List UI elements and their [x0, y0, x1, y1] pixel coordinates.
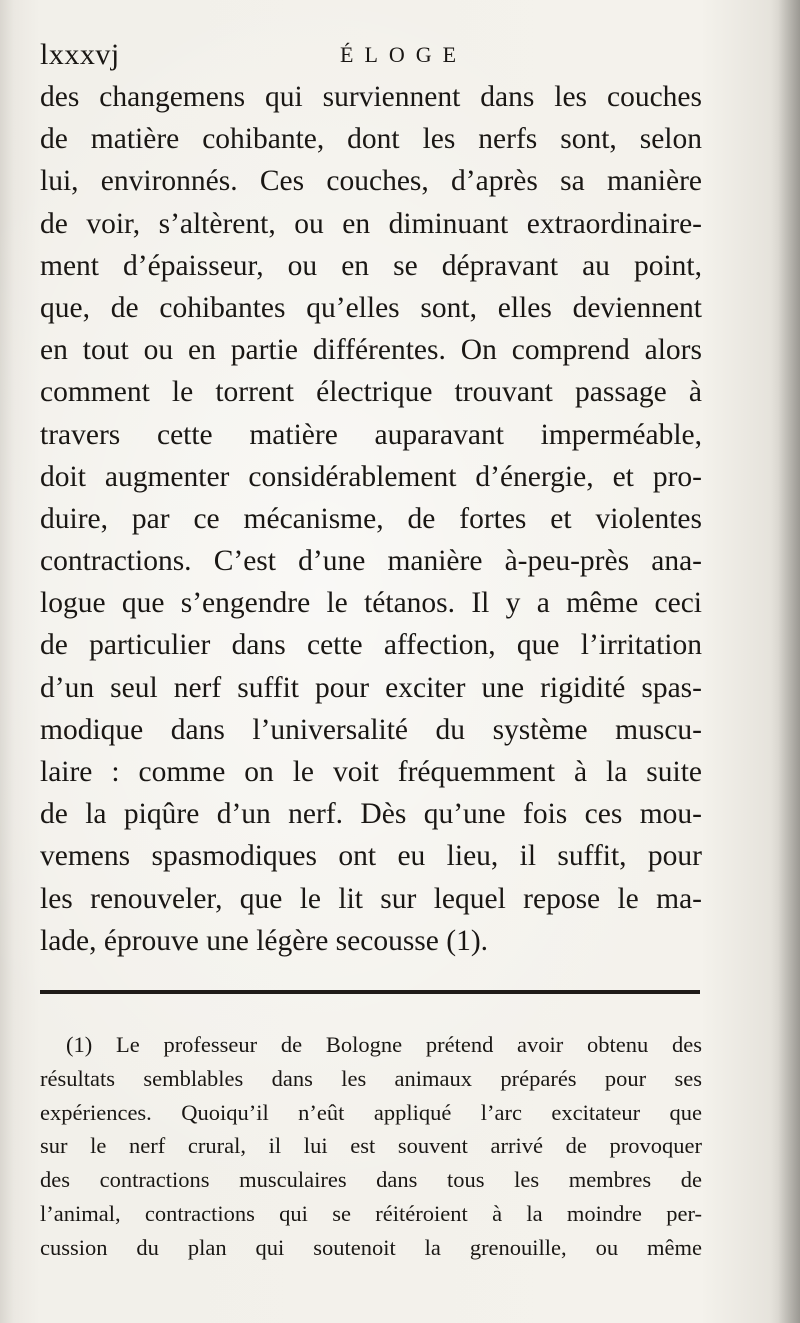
text-line: de voir, s’altèrent, ou en diminuant extraordinaire- [40, 207, 702, 240]
page-number: lxxxvj [40, 38, 120, 71]
text-line: les renouveler, que le lit sur lequel repose le ma- [40, 882, 702, 915]
footnote-divider [40, 990, 700, 994]
text-line: duire, par ce mécanisme, de fortes et violentes [40, 502, 702, 535]
footnote-line: (1) Le professeur de Bologne prétend avoir obtenu des [66, 1032, 702, 1057]
text-line: lui, environnés. Ces couches, d’après sa manière [40, 165, 702, 198]
footnote-line: sur le nerf crural, il lui est souvent arrivé de provoquer [40, 1133, 702, 1159]
main-text [40, 76, 702, 962]
text-line: contractions. C’est d’une manière à-peu-près ana- [40, 545, 702, 578]
text-line: de la piqûre d’un nerf. Dès qu’une fois ces mou- [40, 798, 702, 831]
text-line: de matière cohibante, dont les nerfs sont, selon [40, 123, 702, 156]
footnote-line: des contractions musculaires dans tous les membres de [40, 1167, 702, 1193]
footnote-line: cussion du plan qui soutenoit la grenouille, ou même [40, 1234, 702, 1260]
text-line: d’un seul nerf suffit pour exciter une rigidité spas- [40, 671, 702, 704]
running-header [40, 38, 700, 74]
text-line: logue que s’engendre le tétanos. Il y a même ceci [40, 587, 702, 620]
text-line: que, de cohibantes qu’elles sont, elles deviennent [40, 291, 702, 324]
text-line: en tout ou en partie différentes. On comprend alors [40, 334, 702, 367]
footnote-line: expériences. Quoiqu’il n’eût appliqué l’arc excitateur que [40, 1099, 702, 1125]
text-line: travers cette matière auparavant imperméable, [40, 418, 702, 451]
text-line: modique dans l’universalité du système muscu- [40, 713, 702, 746]
show-through-margin [0, 370, 36, 660]
text-line: lade, éprouve une légère secousse (1). [40, 924, 489, 957]
text-line: ment d’épaisseur, ou en se dépravant au point, [40, 249, 702, 282]
text-line: vemens spasmodiques ont eu lieu, il suffit, pour [40, 840, 702, 873]
footnote [40, 1028, 702, 1265]
footnote-line: l’animal, contractions qui se réitéroient à la moindre per- [40, 1200, 702, 1226]
text-line: doit augmenter considérablement d’énergie, et pro- [40, 460, 702, 493]
gutter-shadow [778, 0, 800, 1323]
text-line: laire : comme on le voit fréquemment à la suite [40, 756, 702, 788]
running-title: ÉLOGE [340, 42, 468, 67]
footnote-line: résultats semblables dans les animaux préparés pour ses [40, 1065, 702, 1091]
text-line: des changemens qui surviennent dans les couches [40, 81, 702, 113]
text-line: comment le torrent électrique trouvant passage à [40, 376, 702, 409]
text-line: de particulier dans cette affection, que l’irritation [40, 629, 702, 662]
